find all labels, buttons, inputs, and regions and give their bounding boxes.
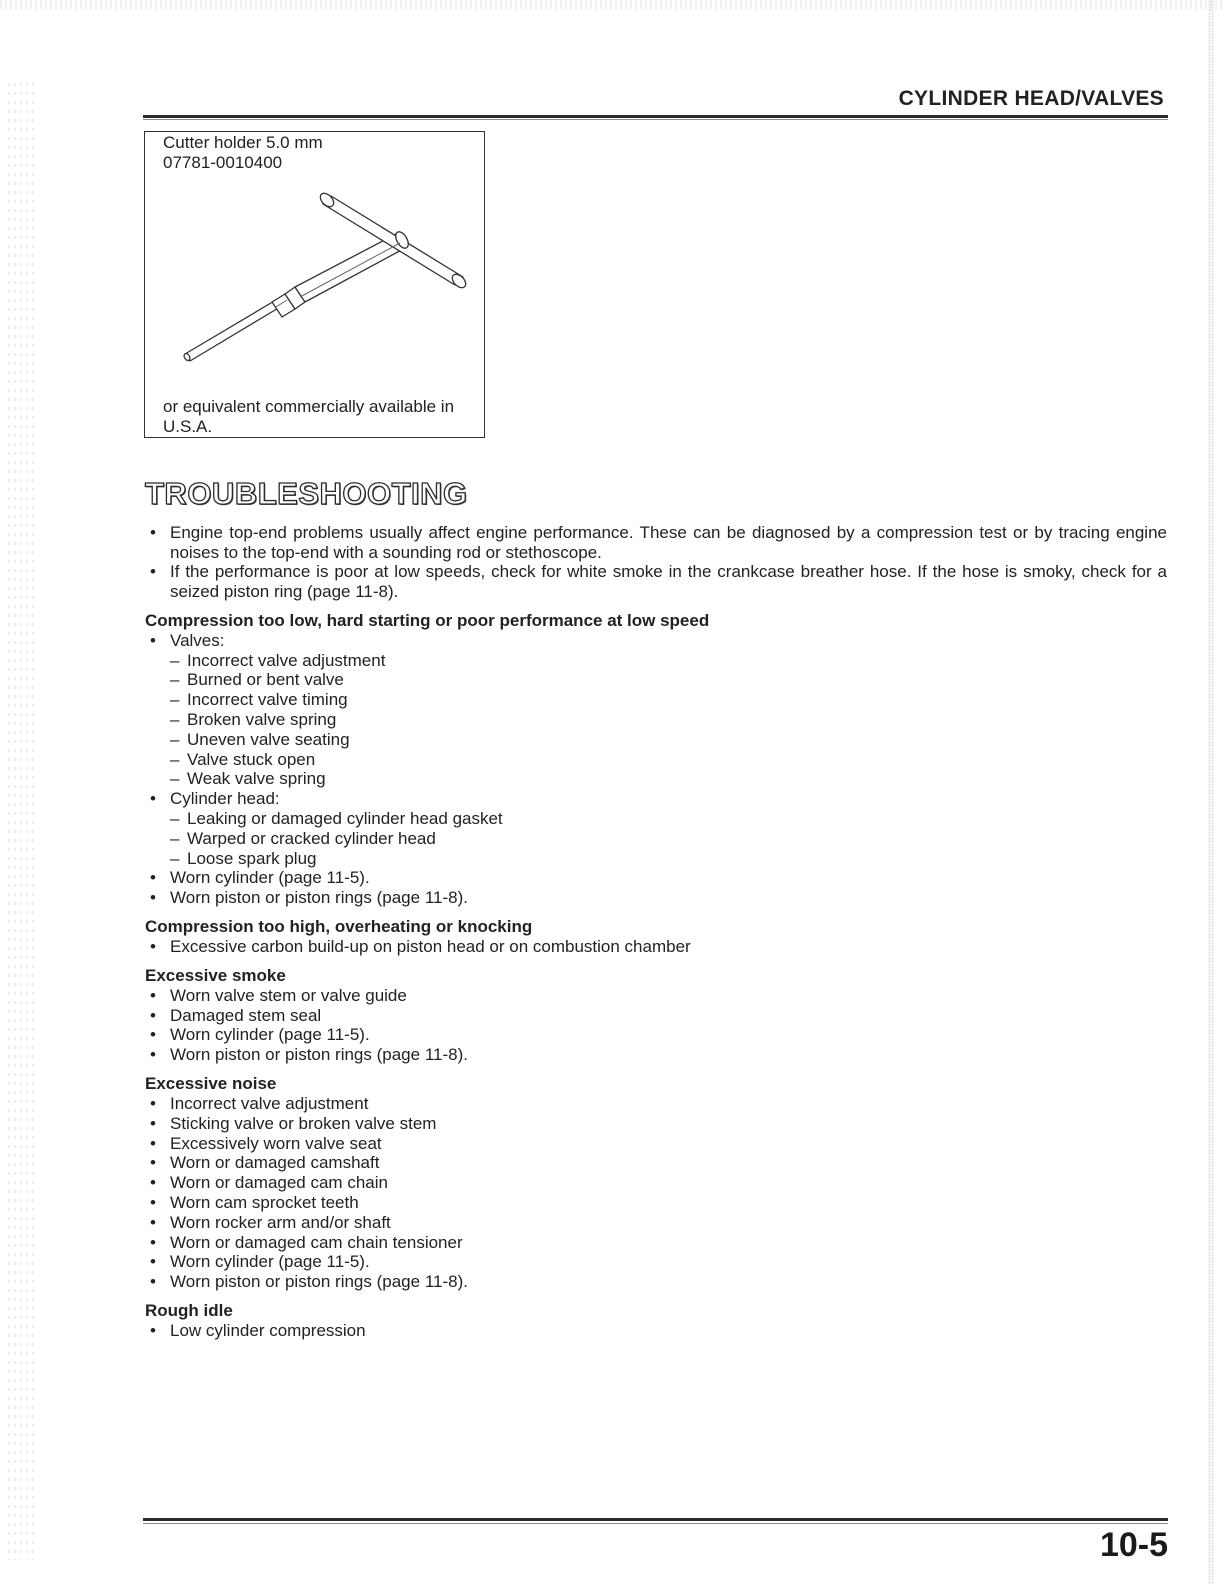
list-item: • Worn rocker arm and/or shaft — [145, 1213, 1167, 1233]
scan-speckle-right — [1208, 0, 1214, 1584]
list-item: • Worn or damaged cam chain — [145, 1173, 1167, 1193]
group-title: Excessive noise — [145, 1073, 277, 1093]
sub-item: – Leaking or damaged cylinder head gasket — [170, 809, 1167, 829]
intro-item: • If the performance is poor at low speeds, check for white smoke in the crankcase breather hose. If the hose is smoky, check for a seized piston ring (page 11-8). — [145, 562, 1167, 601]
tool-availability-note: or equivalent commercially available in U.S.A. — [163, 397, 455, 436]
page-header-title: CYLINDER HEAD/VALVES — [898, 87, 1164, 110]
scan-speckle-left — [6, 80, 36, 1560]
troubleshooting-content — [145, 523, 1167, 1341]
scan-edge-top — [0, 0, 1224, 10]
intro-list — [145, 523, 1167, 602]
sub-item: – Loose spark plug — [170, 849, 1167, 869]
list-item-label: Valves: — [170, 630, 225, 650]
list-item: • Worn or damaged camshaft — [145, 1153, 1167, 1173]
list-item: • Worn piston or piston rings (page 11-8). — [145, 888, 1167, 908]
sub-item: – Weak valve spring — [170, 769, 1167, 789]
tool-name: Cutter holder 5.0 mm — [163, 133, 323, 152]
list-item: • Worn cylinder (page 11-5). — [145, 1025, 1167, 1045]
sub-item: – Valve stuck open — [170, 750, 1167, 770]
list-item: • Worn piston or piston rings (page 11-8). — [145, 1272, 1167, 1292]
group-compression-high — [145, 917, 1167, 957]
sub-item: – Incorrect valve timing — [170, 690, 1167, 710]
list-item: • Incorrect valve adjustment — [145, 1094, 1167, 1114]
group-title: Compression too low, hard starting or poor performance at low speed — [145, 610, 710, 630]
header-rule-thin — [143, 119, 1168, 120]
sub-item: – Incorrect valve adjustment — [170, 651, 1167, 671]
footer-rule — [143, 1518, 1168, 1521]
tool-part-number: 07781-0010400 — [163, 153, 283, 172]
list-item: • Worn valve stem or valve guide — [145, 986, 1167, 1006]
list-item: • Worn piston or piston rings (page 11-8). — [145, 1045, 1167, 1065]
group-excessive-smoke — [145, 966, 1167, 1065]
sub-item: – Burned or bent valve — [170, 670, 1167, 690]
list-item: • Worn cam sprocket teeth — [145, 1193, 1167, 1213]
group-title: Excessive smoke — [145, 965, 286, 985]
list-item: • Sticking valve or broken valve stem — [145, 1114, 1167, 1134]
header-rule — [143, 115, 1168, 118]
sub-item: – Uneven valve seating — [170, 730, 1167, 750]
page-number: 10-5 — [1099, 1526, 1168, 1564]
intro-item: • Engine top-end problems usually affect engine performance. These can be diagnosed by a compression test or by tracing engine noises to the top-end with a sounding rod or stethoscope. — [145, 523, 1167, 562]
list-item-label: Cylinder head: — [170, 789, 280, 809]
list-item: • Excessive carbon build-up on piston head or on combustion chamber — [145, 937, 1167, 957]
list-item: • Worn cylinder (page 11-5). — [145, 868, 1167, 888]
list-item: • Worn cylinder (page 11-5). — [145, 1252, 1167, 1272]
list-item: • Excessively worn valve seat — [145, 1134, 1167, 1154]
t-handle-cutter-holder-icon — [145, 132, 486, 392]
sub-item: – Warped or cracked cylinder head — [170, 829, 1167, 849]
list-item — [145, 789, 1167, 868]
footer-rule-thin — [143, 1523, 1168, 1524]
list-item: • Low cylinder compression — [145, 1321, 1167, 1341]
group-title: Rough idle — [145, 1300, 233, 1320]
special-tool-box — [144, 131, 485, 438]
group-excessive-noise — [145, 1074, 1167, 1292]
group-title: Compression too high, overheating or knocking — [145, 916, 533, 936]
section-title: TROUBLESHOOTING — [145, 476, 468, 511]
list-item: • Worn or damaged cam chain tensioner — [145, 1233, 1167, 1253]
list-item — [145, 631, 1167, 789]
list-item: • Damaged stem seal — [145, 1006, 1167, 1026]
sub-item: – Broken valve spring — [170, 710, 1167, 730]
group-compression-low — [145, 611, 1167, 908]
group-rough-idle — [145, 1301, 1167, 1341]
